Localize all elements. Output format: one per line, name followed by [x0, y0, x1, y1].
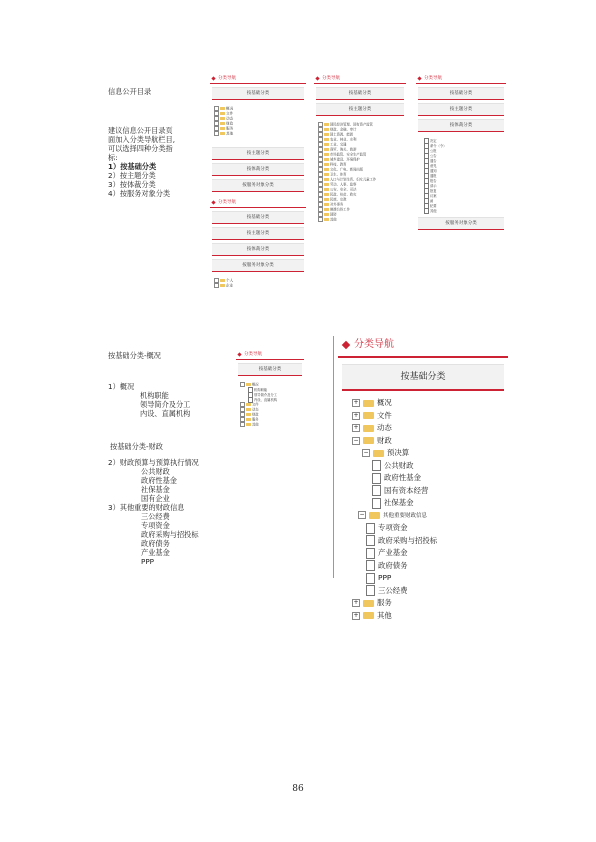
tree-item[interactable]: 国有资本经营 — [352, 485, 508, 498]
folder-icon — [324, 218, 329, 221]
topic-tree — [314, 119, 406, 222]
tree-item[interactable]: 对外事务 — [318, 202, 406, 207]
folder-icon — [324, 133, 329, 136]
panel-header: 分类导航 — [338, 334, 508, 358]
finance-item: 国有企业 — [141, 494, 170, 503]
topic-class-button[interactable]: 按主题分类 — [418, 103, 504, 116]
overview-item: 内设、直属机构 — [140, 409, 191, 418]
folder-icon — [324, 198, 329, 201]
tree-item[interactable]: 政府债务 — [352, 560, 508, 573]
tree-item[interactable]: 文化、广电、新闻出版 — [318, 167, 406, 172]
other-finance-item: 产业基金 — [141, 548, 170, 557]
tree-item[interactable]: 政府性基金 — [352, 472, 508, 485]
tree-item[interactable]: 决定 — [424, 138, 506, 143]
folder-icon — [324, 168, 329, 171]
document-icon — [366, 573, 375, 584]
panel-header: 分类导航 — [236, 350, 304, 360]
folder-icon — [363, 425, 374, 432]
basic-class-button[interactable]: 按基础分类 — [238, 363, 302, 376]
tree-item[interactable]: 市场监管、安全生产监管 — [318, 152, 406, 157]
tree-item[interactable]: 企业 — [214, 283, 306, 288]
folder-icon — [220, 107, 225, 110]
tree-item[interactable]: 机构职能 — [240, 387, 304, 392]
basic-class-button[interactable]: 按基础分类 — [418, 87, 504, 100]
diamond-icon — [237, 352, 241, 356]
service-tree — [210, 275, 306, 288]
option-basic: 1）按基础分类 — [108, 162, 157, 171]
folder-icon — [324, 128, 329, 131]
other-finance-item: PPP — [141, 557, 155, 566]
folder-icon — [324, 173, 329, 176]
finance-item: 公共财政 — [141, 467, 170, 476]
folder-icon — [324, 158, 329, 161]
folder-icon — [324, 153, 329, 156]
tree-item[interactable]: 专项资金 — [352, 522, 508, 535]
diamond-icon — [342, 341, 350, 349]
genre-class-button[interactable]: 按体裁分类 — [212, 163, 304, 176]
intro-line: 建议信息公开目录页 — [108, 126, 173, 135]
tree-item[interactable]: 其他 — [214, 131, 306, 136]
folder-icon — [324, 178, 329, 181]
tree-item[interactable]: 内设、直属机构 — [240, 397, 304, 402]
tree-item-budget[interactable]: − 预决算 — [363, 448, 410, 457]
finance-item: 政府性基金 — [141, 476, 177, 485]
tree-item[interactable]: 概况 — [214, 106, 306, 111]
section2-finance-title: 按基础分类-财政 — [110, 442, 163, 451]
folder-open-icon — [373, 450, 384, 457]
basic-class-button[interactable]: 按基础分类 — [316, 87, 404, 100]
service-class-button[interactable]: 按服务对象分类 — [212, 259, 304, 272]
tree-item[interactable]: 通告 — [424, 158, 506, 163]
overview-item: 领导简介及分工 — [140, 400, 191, 409]
folder-icon — [220, 117, 225, 120]
folder-icon — [246, 408, 251, 411]
tree-item[interactable]: 三公经费 — [352, 585, 508, 598]
document-icon — [424, 208, 429, 214]
folder-icon — [324, 183, 329, 186]
intro-line: 可以选择四种分类指 — [108, 144, 173, 153]
option-genre: 3）按体裁分类 — [108, 180, 156, 189]
tree-item[interactable]: 函 — [424, 198, 506, 203]
tree-item[interactable]: 民族、宗教 — [318, 197, 406, 202]
folder-icon — [246, 418, 251, 421]
option-service: 4）按服务对象分类 — [108, 189, 171, 198]
diamond-icon — [315, 76, 319, 80]
intro-line: 面加入分类导航栏目, — [108, 135, 175, 144]
document-icon — [366, 548, 375, 559]
overview-item: 机构职能 — [140, 391, 169, 400]
document-icon — [366, 535, 375, 546]
tree-item[interactable]: 通知 — [424, 168, 506, 173]
folder-icon — [220, 112, 225, 115]
section2-title: 按基础分类-概况 — [108, 351, 161, 360]
other-finance-item: 三公经费 — [141, 512, 170, 521]
folder-open-icon — [369, 512, 380, 519]
topic-class-button[interactable]: 按主题分类 — [316, 103, 404, 116]
tree-item[interactable]: 通报 — [424, 173, 506, 178]
tree-item[interactable]: 国防 — [318, 212, 406, 217]
document-icon — [372, 473, 381, 484]
panel-header: 分类导航 — [210, 198, 306, 208]
document-icon — [372, 485, 381, 496]
tree-item[interactable]: 劳动、人事、监察 — [318, 182, 406, 187]
folder-icon — [324, 163, 329, 166]
folder-icon — [220, 122, 225, 125]
tree-item[interactable]: 卫生、体育 — [318, 172, 406, 177]
overview-heading: 1）概况 — [108, 382, 135, 391]
other-finance-item: 政府债务 — [141, 539, 170, 548]
tree-item[interactable]: 财政 — [214, 121, 306, 126]
tree-item[interactable]: 文件 — [240, 402, 304, 407]
other-finance-heading: 3）其他重要的财政信息 — [108, 503, 185, 512]
finance-item: 社保基金 — [141, 485, 170, 494]
topic-class-button[interactable]: 按主题分类 — [212, 227, 304, 240]
other-finance-item: 政府采购与招投标 — [141, 530, 199, 539]
folder-icon — [246, 423, 251, 426]
tree-item[interactable]: 报告 — [424, 178, 506, 183]
folder-icon — [324, 208, 329, 211]
folder-icon — [324, 188, 329, 191]
diamond-icon — [211, 200, 215, 204]
tree-item[interactable]: 城乡建设、环境保护 — [318, 157, 406, 162]
tree-item[interactable]: 社保基金 — [352, 497, 508, 510]
thumb-topic-panel — [314, 74, 406, 254]
folder-icon — [220, 284, 225, 287]
service-class-button[interactable]: 按服务对象分类 — [212, 179, 304, 192]
page-number: 86 — [292, 784, 304, 794]
folder-icon — [324, 138, 329, 141]
folder-icon — [324, 213, 329, 216]
thumb-basic-panel — [210, 74, 306, 288]
overview-thumb-panel — [236, 350, 304, 432]
tree-item[interactable]: 港澳台侨工作 — [318, 207, 406, 212]
tree-item[interactable]: 服务 — [214, 126, 306, 131]
folder-icon — [246, 413, 251, 416]
tree-item[interactable]: 命令（令） — [424, 143, 506, 148]
tree-item[interactable]: 商贸、海关、旅游 — [318, 147, 406, 152]
document-icon — [372, 460, 381, 471]
folder-icon — [324, 143, 329, 146]
basic-class-button[interactable]: 按基础分类 — [212, 211, 304, 224]
folder-icon — [246, 383, 251, 386]
tree-item[interactable]: 个人 — [214, 278, 306, 283]
section1-intro — [108, 126, 175, 198]
tree-item[interactable]: 工业、交通 — [318, 142, 406, 147]
tree-item[interactable]: 财政、金融、审计 — [318, 127, 406, 132]
folder-icon — [220, 279, 225, 282]
finance-heading: 2）财政预算与预算执行情况 — [108, 458, 199, 467]
folder-icon — [246, 403, 251, 406]
service-class-button[interactable]: 按服务对象分类 — [418, 217, 504, 230]
document-icon — [366, 585, 375, 596]
folder-icon — [220, 132, 225, 135]
finance-list — [108, 458, 199, 566]
tree-item[interactable]: 政府采购与招投标 — [352, 535, 508, 548]
basic-class-button[interactable]: 按基础分类 — [212, 87, 304, 100]
folder-icon — [363, 400, 374, 407]
intro-line: 标: — [108, 153, 118, 162]
genre-class-button[interactable]: 按体裁分类 — [418, 119, 504, 132]
tree-item[interactable]: 农业、林业、水利 — [318, 137, 406, 142]
tree-item-other[interactable]: − 其他重要财政信息 — [359, 511, 428, 519]
tree-item[interactable]: 公共财政 — [352, 460, 508, 473]
panel-header: 分类导航 — [416, 74, 506, 84]
document-icon — [366, 523, 375, 534]
folder-icon — [324, 123, 329, 126]
tree-item[interactable]: 产业基金 — [352, 547, 508, 560]
tree-item[interactable]: 批复 — [424, 188, 506, 193]
tree-item[interactable]: 议案 — [424, 193, 506, 198]
diamond-icon — [211, 76, 215, 80]
tree-item-finance[interactable]: − 财政 — [353, 435, 392, 445]
vertical-divider — [333, 336, 334, 578]
overview-list — [108, 382, 190, 418]
folder-icon — [363, 600, 374, 607]
tree-item[interactable]: + 服务 — [353, 598, 392, 607]
folder-icon — [324, 203, 329, 206]
tree-item[interactable]: 其他 — [318, 217, 406, 222]
tree-item[interactable]: 动态 — [240, 407, 304, 412]
document-icon — [366, 560, 375, 571]
tree-item[interactable]: 民政、扶贫、救灾 — [318, 192, 406, 197]
panel-header: 分类导航 — [210, 74, 306, 84]
thumb-genre-panel — [416, 74, 506, 244]
tree-item[interactable]: + 概况 — [353, 398, 392, 407]
section1-title: 信息公开目录 — [108, 87, 152, 96]
tree-item[interactable]: + 其他 — [353, 610, 392, 620]
tree-item[interactable]: 服务 — [240, 417, 304, 422]
finance-panel — [338, 334, 508, 620]
tree-item[interactable]: 公报 — [424, 148, 506, 153]
tree-item[interactable]: + 动态 — [353, 423, 392, 432]
genre-tree — [416, 135, 506, 213]
tree-item[interactable]: 国土资源、能源 — [318, 132, 406, 137]
tree-item[interactable]: 公告 — [424, 153, 506, 158]
tree-item[interactable]: 人口与计划生育、妇女儿童工作 — [318, 177, 406, 182]
folder-open-icon — [363, 437, 374, 444]
folder-icon — [324, 148, 329, 151]
basic-tree — [210, 103, 306, 144]
tree-item[interactable]: 国民经济管理、国有资产监管 — [318, 122, 406, 127]
basic-class-button[interactable]: 按基础分类 — [342, 364, 504, 391]
tree-item[interactable]: 其他 — [424, 208, 506, 213]
tree-item[interactable]: 纪要 — [424, 203, 506, 208]
document-icon — [372, 498, 381, 509]
finance-tree — [338, 397, 508, 622]
tree-item[interactable]: 请示 — [424, 183, 506, 188]
topic-class-button[interactable]: 按主题分类 — [212, 147, 304, 160]
diamond-icon — [417, 76, 421, 80]
tree-item[interactable]: 领导简介及分工 — [240, 392, 304, 397]
overview-tree — [236, 379, 304, 427]
tree-item[interactable]: 公安、安全、司法 — [318, 187, 406, 192]
folder-icon — [324, 193, 329, 196]
folder-icon — [363, 412, 374, 419]
tree-item[interactable]: 其他 — [240, 422, 304, 427]
folder-icon — [220, 127, 225, 130]
tree-item[interactable]: 动态 — [214, 116, 306, 121]
tree-item[interactable]: + 文件 — [353, 410, 392, 420]
tree-item[interactable]: 科技、教育 — [318, 162, 406, 167]
panel-header: 分类导航 — [314, 74, 406, 84]
tree-item[interactable]: 财政 — [240, 412, 304, 417]
genre-class-button[interactable]: 按体裁分类 — [212, 243, 304, 256]
tree-item[interactable]: 意见 — [424, 163, 506, 168]
option-topic: 2）按主题分类 — [108, 171, 156, 180]
tree-item[interactable]: 概况 — [240, 382, 304, 387]
other-finance-item: 专项资金 — [141, 521, 170, 530]
folder-icon — [363, 612, 374, 619]
tree-item[interactable]: PPP — [352, 572, 508, 585]
tree-item[interactable]: 文件 — [214, 111, 306, 116]
